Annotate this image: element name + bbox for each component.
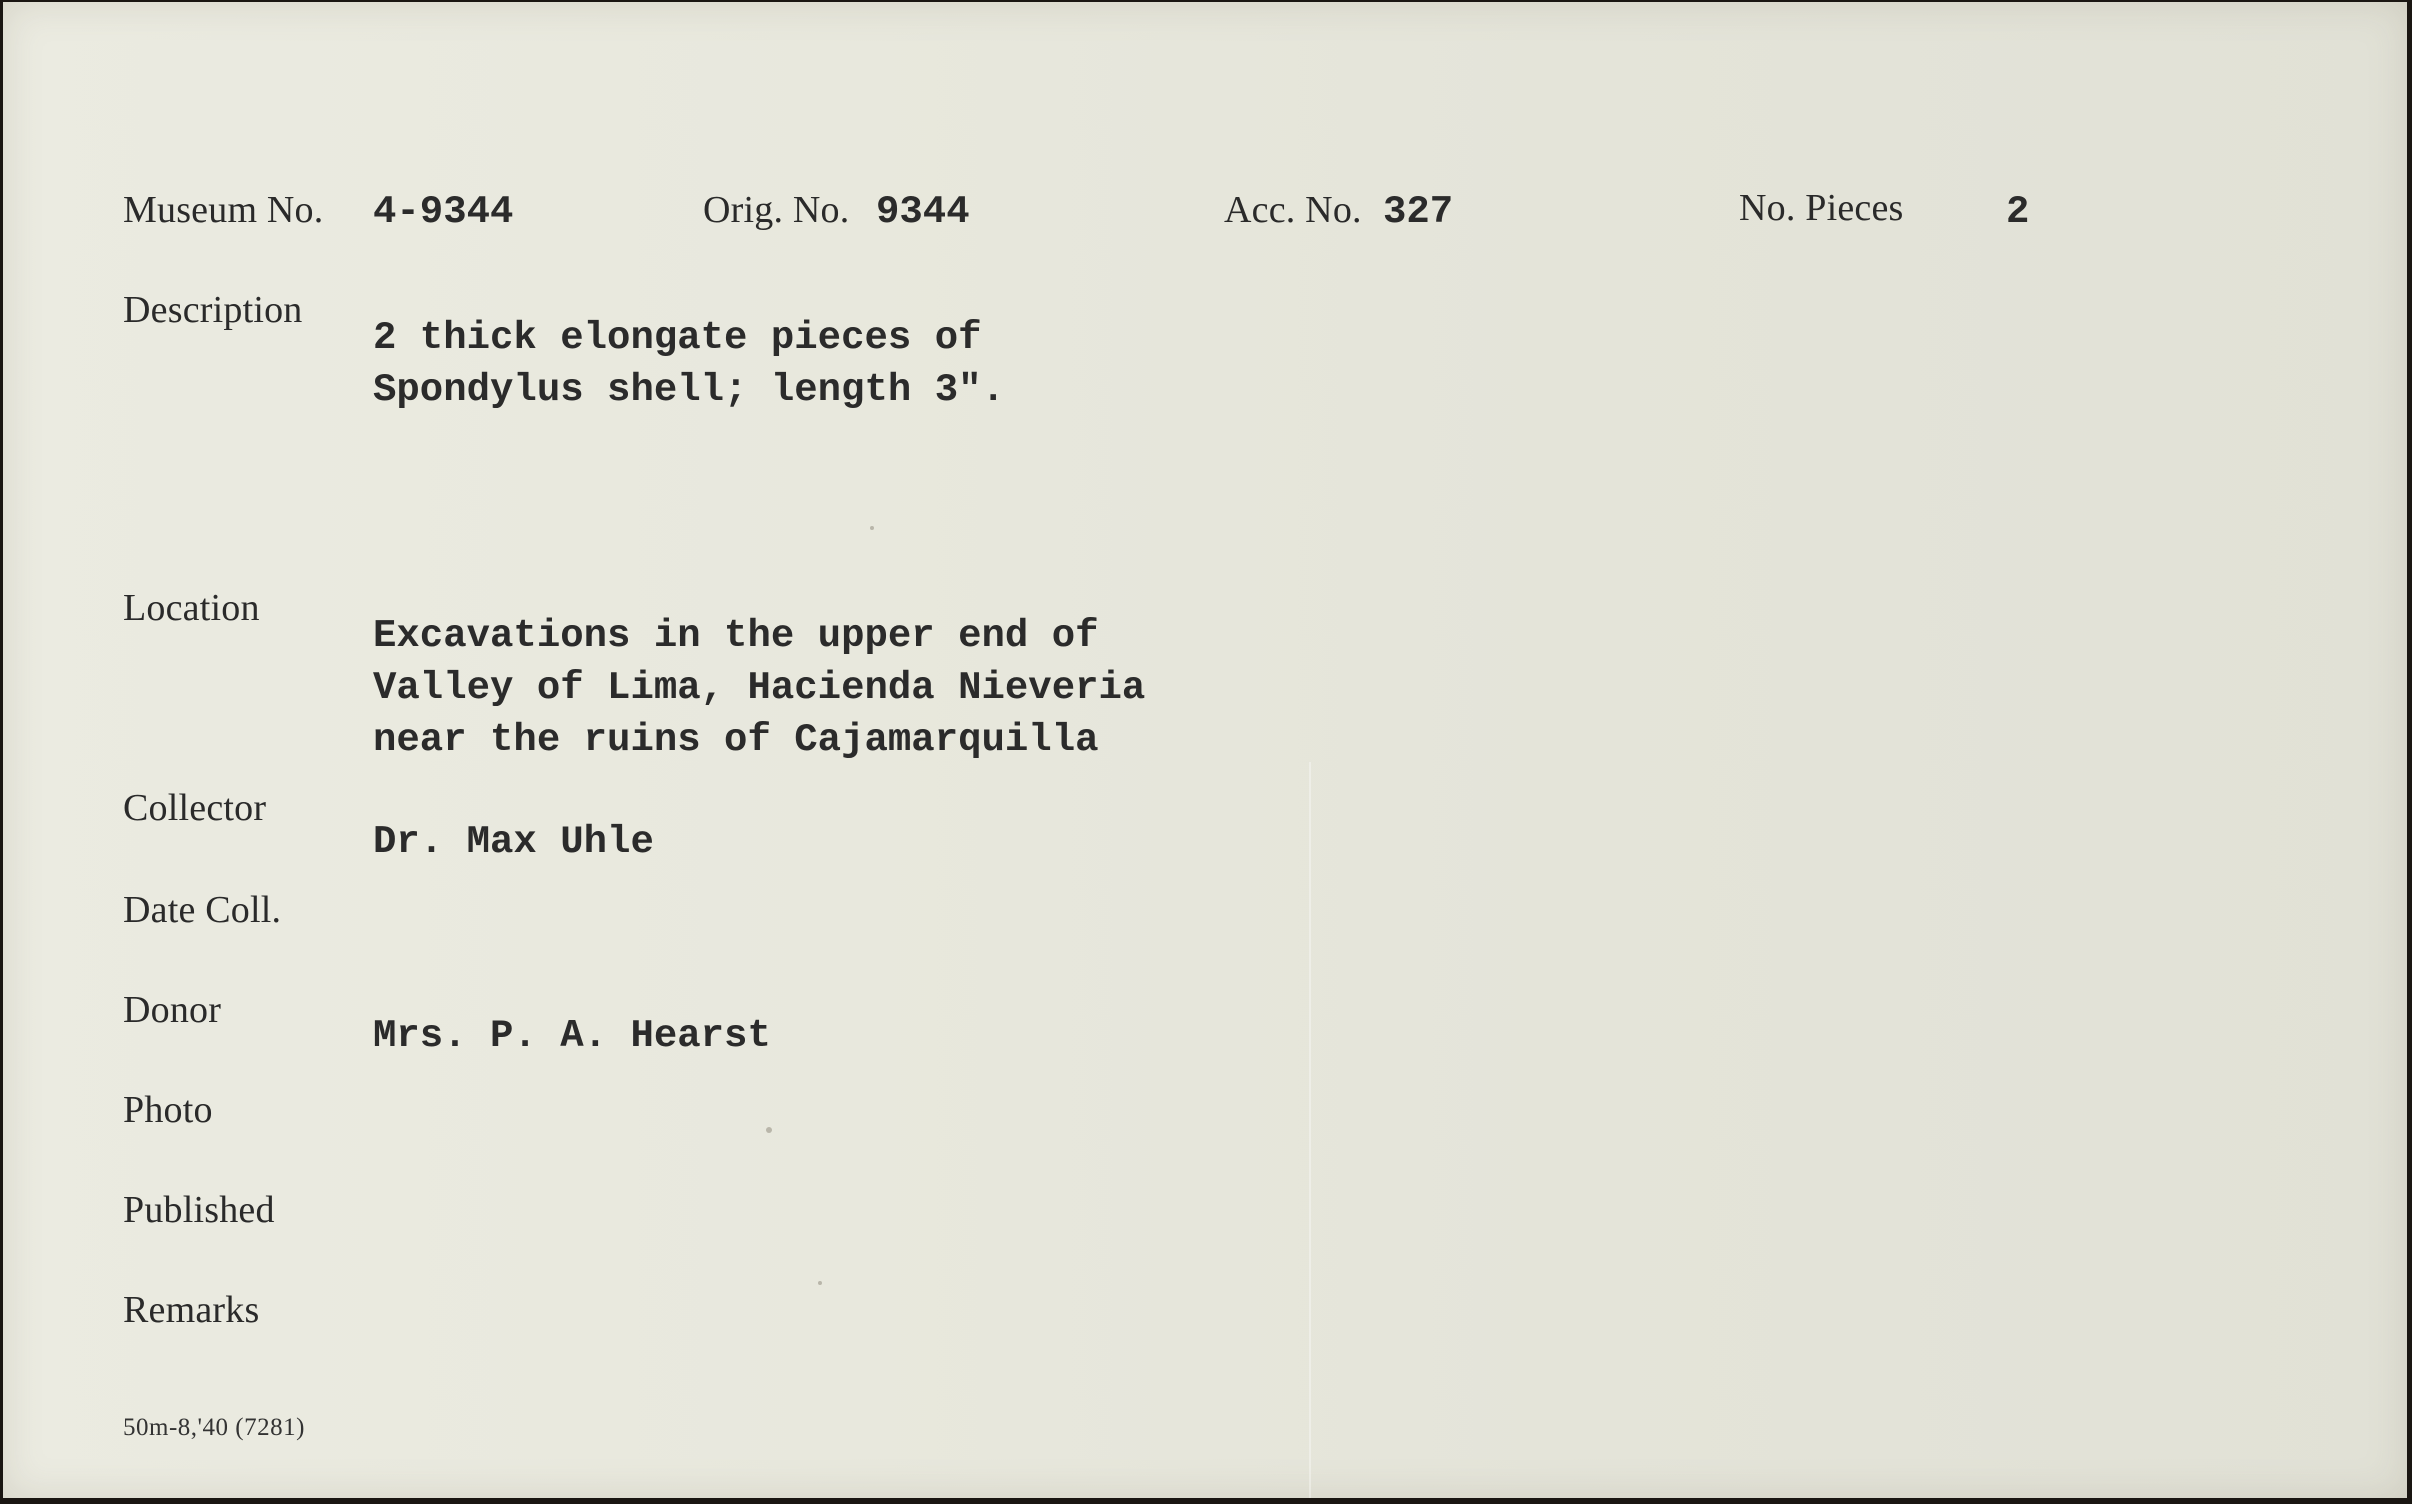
collector-label: Collector: [123, 787, 267, 829]
paper-speck: [766, 1127, 772, 1133]
no-pieces-label: No. Pieces: [1739, 187, 1904, 229]
acc-no-value: 327: [1383, 190, 1454, 234]
location-text: [373, 610, 1145, 766]
location-line: near the ruins of Cajamarquilla: [373, 718, 1099, 762]
paper-speck: [870, 526, 874, 530]
location-label: Location: [123, 587, 260, 629]
museum-no-value: 4-9344: [373, 190, 514, 234]
published-label: Published: [123, 1189, 275, 1231]
orig-no-value: 9344: [876, 190, 970, 234]
paper-speck: [818, 1281, 822, 1285]
description-line: Spondylus shell; length 3".: [373, 368, 1005, 412]
print-code: 50m-8,'40 (7281): [123, 1414, 305, 1441]
location-line: Valley of Lima, Hacienda Nieveria: [373, 666, 1146, 710]
donor-label: Donor: [123, 989, 222, 1031]
no-pieces-value: 2: [2006, 190, 2030, 234]
date-coll-label: Date Coll.: [123, 889, 282, 931]
description-line: 2 thick elongate pieces of: [373, 316, 982, 360]
acc-no-label: Acc. No.: [1224, 189, 1362, 231]
collector-value: Dr. Max Uhle: [373, 820, 654, 864]
museum-no-label: Museum No.: [123, 189, 324, 231]
description-label: Description: [123, 289, 303, 331]
orig-no-label: Orig. No.: [703, 189, 850, 231]
photo-label: Photo: [123, 1089, 213, 1131]
remarks-label: Remarks: [123, 1289, 260, 1331]
card-crease: [1309, 762, 1311, 1498]
location-line: Excavations in the upper end of: [373, 614, 1099, 658]
catalog-card: [3, 2, 2407, 1498]
description-text: [373, 312, 1005, 416]
donor-value: Mrs. P. A. Hearst: [373, 1014, 771, 1058]
